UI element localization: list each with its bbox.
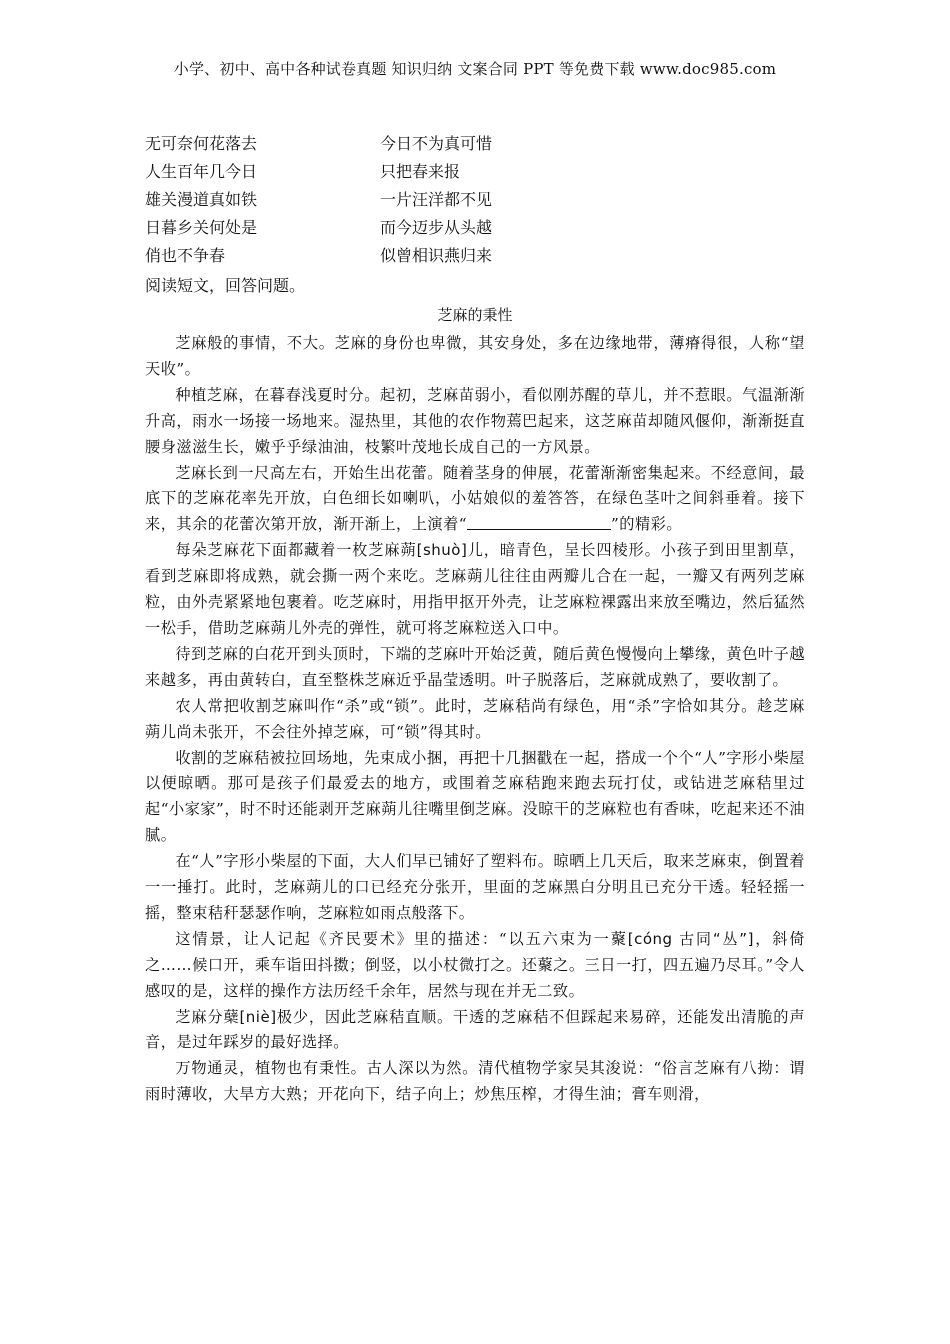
pinyin-annotation: [niè] — [239, 1007, 277, 1026]
verse-left: 俏也不争春 — [145, 246, 226, 265]
paragraph-text: 这情景，让人记起《齐民要术》里的描述：“以五六束为一藂 — [175, 929, 628, 948]
article-paragraph: 收割的芝麻秸被拉回场地，先束成小捆，再把十几捆戳在一起，搭成一个个“人”字形小柴屋以便晾晒。那可是孩子们最爱去的地方，或围着芝麻秸跑来跑去玩打仗，或钻进芝麻秸里过起“小家家”，时不时还能剥开芝麻蒴儿往嘴里倒芝麻。没晾干的芝麻粒也有香味，吃起来还不油腻。 — [145, 748, 805, 845]
verse-right: 似曾相识燕归来 — [380, 246, 493, 265]
reading-instruction: 阅读短文，回答问题。 — [145, 276, 306, 295]
paragraph-text: 每朵芝麻花下面都藏着一枚芝麻蒴 — [175, 541, 417, 560]
verse-right: 只把春来报 — [380, 162, 461, 181]
verse-pair-row — [145, 158, 805, 186]
article-paragraph — [145, 927, 805, 1005]
article-body — [145, 331, 805, 1108]
pinyin-annotation: [shuò] — [416, 541, 468, 560]
article-paragraph: 种植芝麻，在暮春浅夏时分。起初，芝麻苗弱小，看似刚苏醒的草儿，并不惹眼。气温渐渐升高，雨水一场接一场地来。湿热里，其他的农作物蔫巴起来，这芝麻苗却随风偃仰，渐渐挺直腰身滋滋生长，嫩乎乎绿油油，枝繁叶茂地长成自己的一方风景。 — [145, 385, 805, 456]
pinyin-annotation: [cóng 古同“丛”] — [627, 929, 754, 948]
article-paragraph: 农人常把收割芝麻叫作“杀”或“锁”。此时，芝麻秸尚有绿色，用“杀”字恰如其分。趁芝麻蒴儿尚未张开，不会往外掉芝麻，可“锁”得其时。 — [145, 696, 805, 741]
article-title: 芝麻的秉性 — [437, 306, 513, 324]
paragraph-text: ”的精彩。 — [611, 515, 683, 534]
paragraph-text: 芝麻长到一尺高左右，开始生出花蕾。随着茎身的伸展，花蕾渐渐密集起来。不经意间，最底下的芝麻花率先开放，白色细长如喇叭，小姑娘似的羞答答，在绿色茎叶之间斜垂着。接下来，其余的花蕾次第开放，渐开渐上，上演着“ — [145, 463, 805, 534]
paragraph-text: 极少，因此芝麻秸直顺。干透的芝麻秸不但踩起来易碎，还能发出清脆的声音，是过年踩岁的最好选择。 — [145, 1007, 806, 1052]
page-header: 小学、初中、高中各种试卷真题 知识归纳 文案合同 PPT 等免费下载 www.doc985.com — [173, 60, 777, 78]
verse-left: 无可奈何花落去 — [145, 134, 258, 153]
verse-left: 雄关漫道真如铁 — [145, 190, 258, 209]
paragraph-text: 儿，暗青色，呈长四棱形。小孩子到田里割草，看到芝麻即将成熟，就会撕一两个来吃。芝麻蒴儿往往由两瓣儿合在一起，一瓣又有两列芝麻粒，由外壳紧紧地包裹着。吃芝麻时，用指甲抠开外壳，让芝麻粒裸露出来放至嘴边，然后猛然一松手，借助芝麻蒴儿外壳的弹性，就可将芝麻粒送入口中。 — [145, 541, 806, 637]
verse-pair-row — [145, 214, 805, 242]
verse-pair-row — [145, 242, 805, 270]
paragraph-text: ，斜倚之……候口开，乘车诣田抖擞；倒竖，以小杖微打之。还藂之。三日一打，四五遍乃尽耳。”令人感叹的是，这样的操作方法历经千余年，居然与现在并无二致。 — [145, 929, 806, 1000]
article-paragraph: 待到芝麻的白花开到头顶时，下端的芝麻叶开始泛黄，随后黄色慢慢向上攀缘，黄色叶子越来越多，再由黄转白，直至整株芝麻近乎晶莹透明。叶子脱落后，芝麻就成熟了，要收割了。 — [145, 644, 805, 689]
verse-pair-row — [145, 130, 805, 158]
article-paragraph: 万物通灵，植物也有秉性。古人深以为然。清代植物学家吴其浚说：“俗言芝麻有八拗：谓雨时薄收，大旱方大熟；开花向下，结子向上；炒焦压榨，才得生油；膏车则滑， — [145, 1059, 805, 1104]
article-paragraph — [145, 461, 805, 539]
article-paragraph: 在“人”字形小柴屋的下面，大人们早已铺好了塑料布。晾晒上几天后，取来芝麻束，倒置着一一捶打。此时，芝麻蒴儿的口已经充分张开，里面的芝麻黑白分明且已充分干透。轻轻摇一摇，整束秸秆瑟瑟作响，芝麻粒如雨点般落下。 — [145, 852, 805, 922]
verse-left: 人生百年几今日 — [145, 162, 258, 181]
verse-right: 而今迈步从头越 — [380, 218, 493, 237]
verse-pairs — [145, 130, 805, 270]
paragraph-text: 芝麻分蘖 — [175, 1007, 240, 1026]
article-paragraph: 芝麻般的事情，不大。芝麻的身份也卑微，其安身处，多在边缘地带，薄瘠得很，人称“望天收”。 — [145, 334, 805, 378]
verse-pair-row — [145, 186, 805, 214]
verse-left: 日暮乡关何处是 — [145, 218, 258, 237]
article-paragraph — [145, 1005, 805, 1057]
fill-in-blank[interactable] — [467, 514, 611, 530]
verse-right: 今日不为真可惜 — [380, 134, 493, 153]
verse-right: 一片汪洋都不见 — [380, 190, 493, 209]
article-paragraph — [145, 538, 805, 642]
